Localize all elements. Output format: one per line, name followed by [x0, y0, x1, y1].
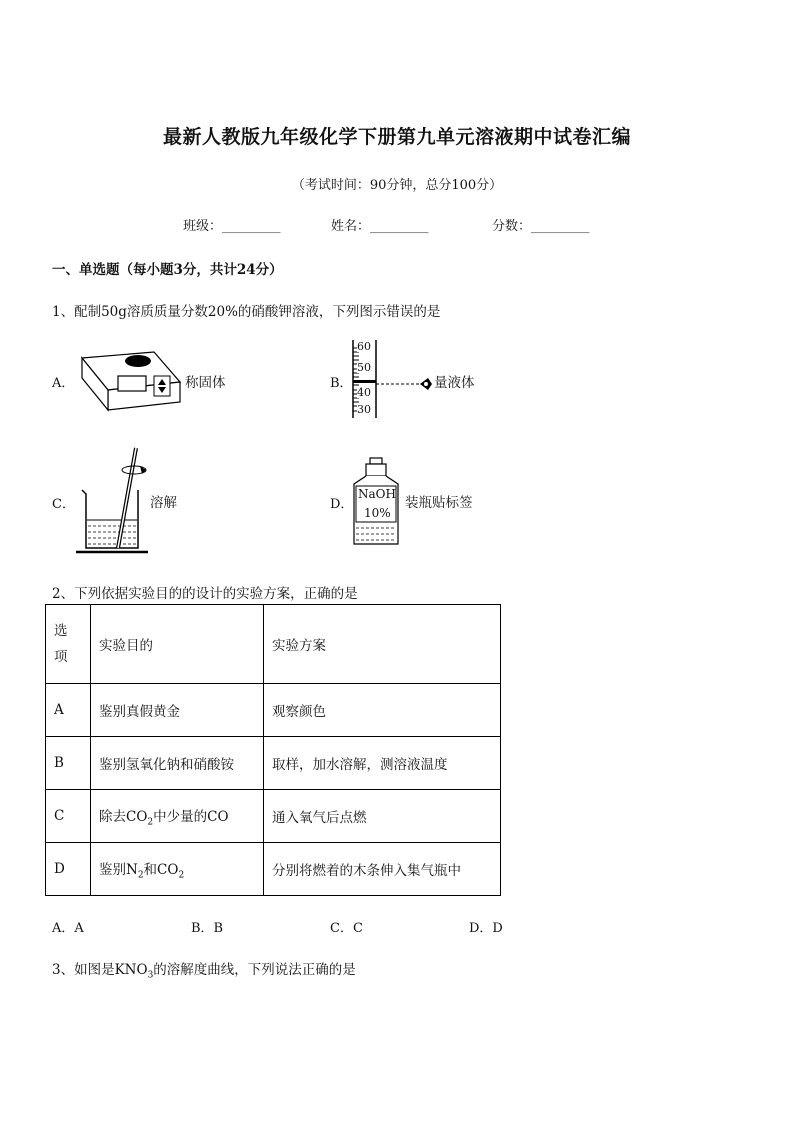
header-purpose: 实验目的	[91, 605, 264, 684]
bottle-label-formula: NaOH	[358, 487, 396, 501]
answer-choice-a[interactable]: A．A	[52, 921, 84, 936]
class-field: 班级：_________	[183, 219, 281, 234]
question-3-text: 的溶解度曲线，下列说法正确的是	[153, 962, 356, 978]
row-option: C	[46, 790, 91, 843]
question-3-text: 3、如图是KNO	[52, 962, 148, 978]
row-plan: 观察颜色	[264, 684, 501, 737]
experiment-table	[45, 604, 501, 896]
row-plan: 取样，加水溶解，测溶液温度	[264, 737, 501, 790]
answer-choice-d[interactable]: D．D	[469, 921, 503, 936]
bottle-label-concentration: 10%	[364, 506, 391, 520]
reagent-bottle-illustration	[350, 456, 402, 548]
option-a-letter: A．	[52, 376, 75, 391]
option-a-caption: 称固体	[185, 375, 226, 391]
table-header-row	[46, 605, 501, 684]
purpose-text: 鉴别N	[99, 861, 138, 878]
tick-30: 30	[357, 403, 371, 416]
answer-choice-c[interactable]: C．C	[330, 921, 363, 936]
tick-60: 60	[357, 340, 371, 353]
row-option: D	[46, 843, 91, 896]
header-option-line1: 选	[54, 623, 68, 639]
dissolving-illustration	[70, 444, 154, 556]
name-field: 姓名：_________	[331, 219, 429, 234]
purpose-text: 和CO	[143, 861, 179, 878]
subscript: 2	[178, 870, 185, 881]
row-plan: 分别将燃着的木条伸入集气瓶中	[264, 843, 501, 896]
question-1-stem: 1、配制50g溶质质量分数20%的硝酸钾溶液，下列图示错误的是	[52, 304, 441, 320]
header-option-line2: 项	[54, 649, 68, 665]
subscript: 2	[147, 817, 154, 828]
row-plan: 通入氧气后点燃	[264, 790, 501, 843]
row-purpose	[91, 790, 264, 843]
exam-title: 最新人教版九年级化学下册第九单元溶液期中试卷汇编	[162, 126, 631, 148]
table-row	[46, 843, 501, 896]
purpose-text: 除去CO	[99, 808, 148, 825]
header-option	[46, 605, 91, 684]
option-b-caption: 量液体	[434, 375, 475, 391]
purpose-text: 中少量的CO	[153, 808, 229, 825]
question-2-stem: 2、下列依据实验目的的设计的实验方案，正确的是	[52, 586, 358, 602]
row-option: B	[46, 737, 91, 790]
option-b-letter: B．	[330, 376, 353, 391]
answer-choice-b[interactable]: B．B	[191, 921, 224, 936]
row-purpose: 鉴别氢氧化钠和硝酸铵	[91, 737, 264, 790]
option-c-caption: 溶解	[150, 495, 177, 511]
table-row	[46, 737, 501, 790]
section-heading: 一、单选题（每小题3分，共计24分）	[52, 262, 283, 278]
option-d-caption: 装瓶贴标签	[405, 495, 473, 511]
row-option: A	[46, 684, 91, 737]
tick-50: 50	[357, 361, 371, 374]
table-row	[46, 790, 501, 843]
exam-subtitle: （考试时间：90分钟，总分100分）	[291, 178, 503, 193]
header-plan: 实验方案	[264, 605, 501, 684]
subscript: 2	[137, 870, 144, 881]
question-3-stem	[52, 958, 356, 981]
balance-illustration	[76, 346, 184, 412]
option-d-letter: D．	[330, 497, 354, 512]
row-purpose: 鉴别真假黄金	[91, 684, 264, 737]
table-row	[46, 684, 501, 737]
row-purpose	[91, 843, 264, 896]
tick-40: 40	[357, 386, 371, 399]
option-c-letter: C．	[52, 497, 75, 512]
score-field: 分数：_________	[492, 219, 590, 234]
subscript: 3	[147, 970, 154, 981]
